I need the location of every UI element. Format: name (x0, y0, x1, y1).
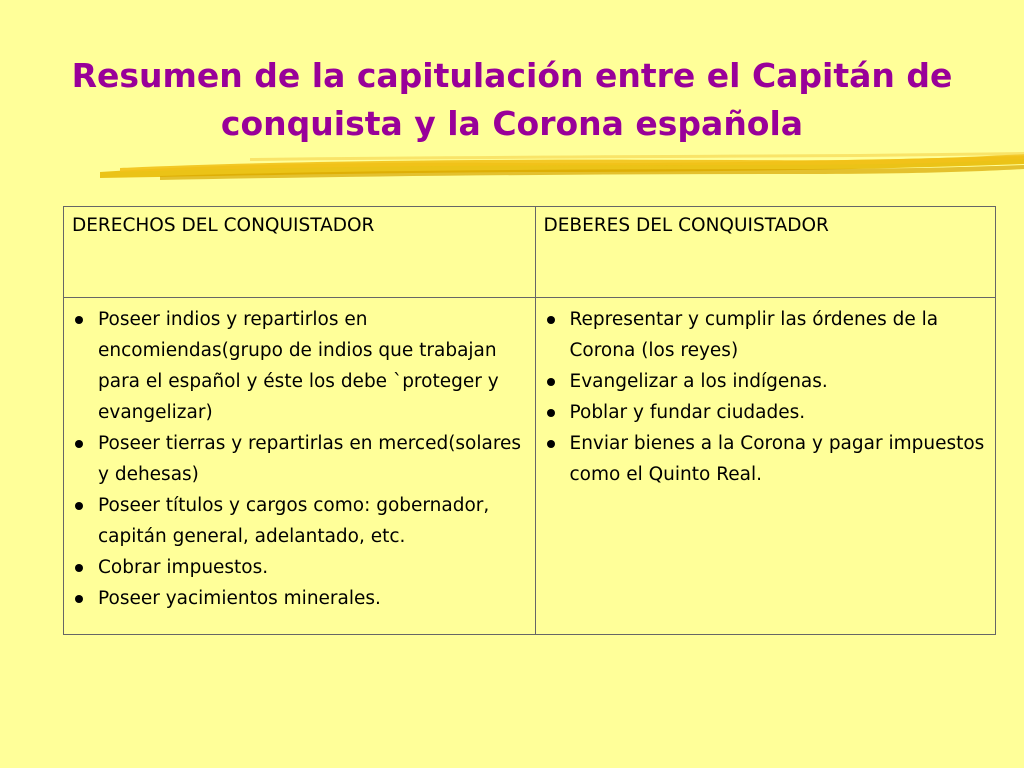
header-rights: DERECHOS DEL CONQUISTADOR (64, 207, 536, 298)
slide-title (0, 52, 1024, 148)
right-text: Poseer títulos y cargos como: gobernador, capitán general, adelantado, etc. (98, 495, 490, 547)
bullet-icon (547, 316, 555, 324)
list-item (544, 428, 986, 490)
bullet-icon (75, 316, 83, 324)
bullet-icon (547, 409, 555, 417)
slide-title-line-2: conquista y la Corona española (220, 104, 804, 143)
list-item (72, 428, 525, 490)
brush-stroke-decoration (100, 150, 1024, 190)
bullet-icon (75, 564, 83, 572)
right-text: Poseer indios y repartirlos en encomiendas(grupo de indios que trabajan para el español y éste los debe `proteger y evangelizar) (98, 309, 499, 423)
duty-text: Evangelizar a los indígenas. (569, 371, 828, 392)
table-body-row (64, 298, 996, 635)
list-item (72, 490, 525, 552)
list-item (544, 366, 986, 397)
rights-list (72, 304, 525, 614)
duties-cell (535, 298, 996, 635)
duty-text: Enviar bienes a la Corona y pagar impuestos como el Quinto Real. (569, 433, 985, 485)
duty-text: Representar y cumplir las órdenes de la Corona (los reyes) (569, 309, 939, 361)
right-text: Cobrar impuestos. (98, 557, 269, 578)
bullet-icon (75, 502, 83, 510)
header-duties: DEBERES DEL CONQUISTADOR (535, 207, 996, 298)
slide-title-line-1: Resumen de la capitulación entre el Capitán de (71, 56, 953, 95)
table-header-row (64, 207, 996, 298)
right-text: Poseer yacimientos minerales. (98, 588, 381, 609)
list-item (72, 583, 525, 614)
list-item (544, 397, 986, 428)
duties-list (544, 304, 986, 490)
bullet-icon (547, 440, 555, 448)
list-item (72, 552, 525, 583)
list-item (544, 304, 986, 366)
rights-cell (64, 298, 536, 635)
bullet-icon (75, 595, 83, 603)
bullet-icon (547, 378, 555, 386)
duty-text: Poblar y fundar ciudades. (569, 402, 806, 423)
capitulation-table (63, 206, 996, 635)
list-item (72, 304, 525, 428)
right-text: Poseer tierras y repartirlas en merced(solares y dehesas) (98, 433, 522, 485)
bullet-icon (75, 440, 83, 448)
